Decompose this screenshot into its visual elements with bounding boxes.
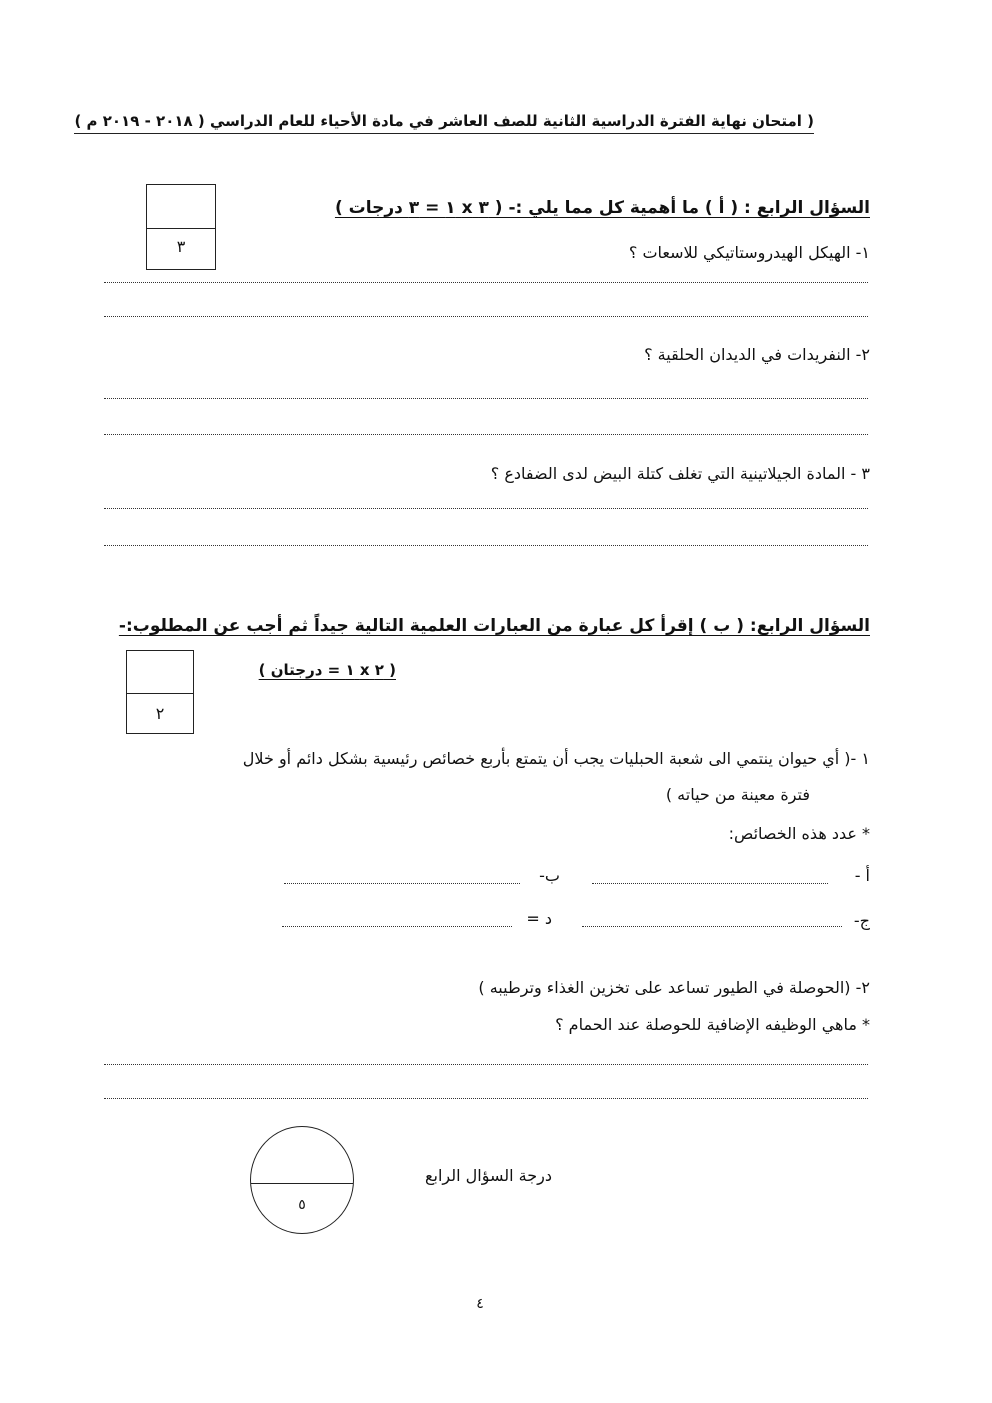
- answer-line-d[interactable]: [282, 926, 512, 927]
- part-b-item-1-line-2: فترة معينة من حياته ): [665, 785, 810, 804]
- answer-line-a[interactable]: [592, 883, 828, 884]
- part-a-question-3: ٣ - المادة الجيلاتينية التي تغلف كتلة البيض لدى الضفادع ؟: [490, 464, 870, 483]
- answer-line[interactable]: [104, 434, 868, 435]
- part-a-question-2: ٢- النفريدات في الديدان الحلقية ؟: [644, 345, 870, 364]
- answer-line[interactable]: [104, 1098, 868, 1099]
- answer-line[interactable]: [104, 282, 868, 283]
- exam-header: ( امتحان نهاية الفترة الدراسية الثانية للصف العاشر في مادة الأحياء للعام الدراسي ( ٢٠١٨ - ٢٠١٩ م ): [74, 112, 814, 134]
- total-grade-circle: [250, 1126, 354, 1234]
- answer-line-b[interactable]: [284, 883, 520, 884]
- answer-line-c[interactable]: [582, 926, 842, 927]
- grade-part-a: ٣: [176, 237, 186, 256]
- part-b-item-1-line-1: ١ -( أي حيوان ينتمي الى شعبة الحبليات يجب أن يتمتع بأربع خصائص رئيسية بشكل دائم أو خلال: [242, 749, 870, 768]
- label-c: ج-: [853, 911, 870, 930]
- label-a: أ -: [854, 866, 870, 885]
- label-d: د =: [526, 909, 552, 928]
- page-number: ٤: [476, 1296, 484, 1312]
- part-a-title: السؤال الرابع : ( أ ) ما أهمية كل مما يلي :- ( ٣ x ١ = ٣ درجات ): [334, 198, 870, 218]
- grade-part-b: ٢: [155, 704, 165, 723]
- grade-box-part-a: [146, 184, 216, 270]
- part-a-question-1: ١- الهيكل الهيدروستاتيكي للاسعات ؟: [628, 243, 870, 262]
- part-b-item-2-line-1: ٢- (الحوصلة في الطيور تساعد على تخزين الغذاء وترطيبه ): [478, 978, 870, 997]
- total-grade-value: ٥: [298, 1197, 306, 1213]
- part-b-marks: ( ٢ x ١ = درجتان ): [258, 661, 396, 679]
- part-b-title: السؤال الرابع: ( ب ) إقرأ كل عبارة من العبارات العلمية التالية جيداً ثم أجب عن المطلوب:-: [118, 616, 870, 636]
- answer-line[interactable]: [104, 508, 868, 509]
- label-b: ب-: [539, 866, 560, 885]
- answer-line[interactable]: [104, 1064, 868, 1065]
- part-b-item-2-prompt: * ماهي الوظيفه الإضافية للحوصلة عند الحمام ؟: [555, 1015, 870, 1034]
- part-b-item-1-prompt: * عدد هذه الخصائص:: [728, 824, 870, 843]
- total-grade-label: درجة السؤال الرابع: [425, 1166, 552, 1185]
- grade-box-part-b: [126, 650, 194, 734]
- answer-line[interactable]: [104, 545, 868, 546]
- answer-line[interactable]: [104, 316, 868, 317]
- answer-line[interactable]: [104, 398, 868, 399]
